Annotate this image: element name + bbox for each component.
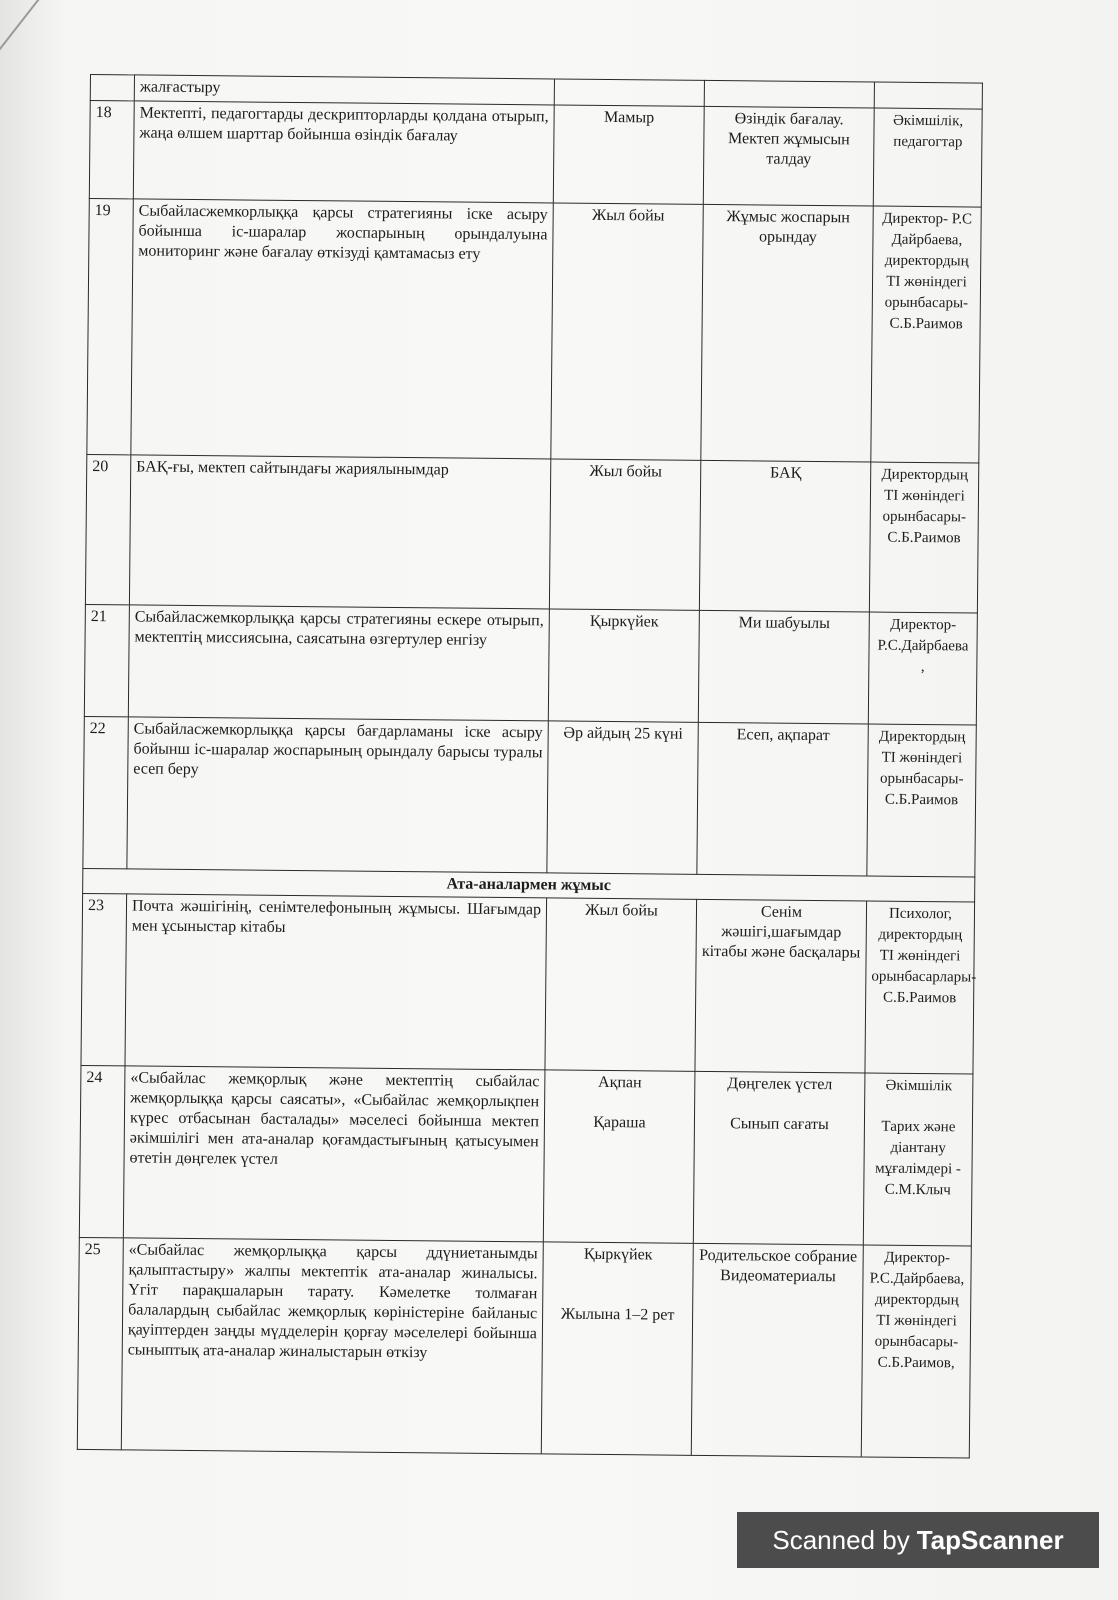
table-row: [81, 893, 975, 1074]
row-number: 22: [83, 716, 128, 868]
responsible-cell: Директордың ТІ жөніндегі орынбасары- С.Б.Раимов: [867, 724, 976, 877]
watermark-prefix: Scanned by: [772, 1524, 910, 1555]
deadline-cell: [543, 1070, 695, 1243]
row-number: 18: [89, 101, 134, 199]
deadline-secondary: Жылына 1–2 рет: [560, 1305, 675, 1324]
table-row: [87, 198, 981, 463]
row-number: 19: [87, 198, 133, 454]
responsible-cell: Директор- Р.С.Дайрбаева, директордың ТІ жөніндегі орынбасары- С.Б.Раимов,: [861, 1245, 971, 1458]
result-primary: Дөңгелек үстел: [727, 1075, 833, 1094]
responsible-cell: Психолог, директордың ТІ жөніндегі орынбасарлары- С.Б.Раимов: [865, 901, 975, 1074]
responsible-cell: Директор- Р.С Дайрбаева, директордың ТІ жөніндегі орынбасары- С.Б.Раимов: [871, 206, 981, 463]
activity-cell: БАҚ-ғы, мектеп сайтындағы жариялынымдар: [129, 455, 550, 609]
deadline-cell: Жыл бойы: [549, 459, 700, 610]
watermark-brand: TapScanner: [916, 1524, 1064, 1555]
row-number: 25: [77, 1237, 123, 1449]
responsible-cell: [863, 1073, 973, 1246]
activity-cell: «Сыбайлас жемқорлық және мектептің сыбайлас жемқорлыққа қарсы саясаты», «Сыбайлас жемқорлықпен күрес отбасынан басталады» мәселесі бойынша мектеп әкімшілігі мен ата-аналар қоғамдастығының қатысуымен өтетін дөңгелек үстел: [123, 1066, 545, 1242]
scanner-watermark: [737, 1512, 1099, 1568]
activity-primary: «Сыбайлас жемқорлыққа қарсы ддүниетанымды қалыптастыру» жалпы мектептік ата-аналар жиналысы. Үгіт парақшаларын тарату.: [128, 1241, 538, 1301]
table-row: [84, 604, 977, 725]
deadline-primary: Қыркүйек: [583, 1245, 653, 1264]
activity-cell: Почта жәшігінің, сенімтелефонының жұмысы. Шағымдар мен ұсыныстар кітабы: [125, 894, 547, 1070]
table-row: [89, 101, 982, 208]
deadline-cell: Әр айдың 25 күні: [547, 721, 698, 874]
result-cell: БАҚ: [699, 460, 870, 612]
result-cell: Есеп, ақпарат: [697, 722, 868, 876]
activity-cell: Мектепті, педагогтарды дескрипторларды қолдана отырып, жаңа өлшем шарттар бойынша өзіндік бағалау: [133, 101, 554, 203]
result-cell: Сенім жәшігі,шағымдар кітабы және басқалары: [695, 899, 867, 1073]
continuation-label: жалғастыру: [139, 78, 221, 97]
result-cell: Өзіндік бағалау. Мектеп жұмысын талдау: [703, 106, 874, 206]
result-secondary: Сынып сағаты: [730, 1115, 829, 1134]
page-edge-line: [0, 0, 47, 61]
deadline-cell: Мамыр: [553, 105, 704, 204]
result-cell: Родительское собрание Видеоматериалы: [691, 1243, 863, 1457]
table-row: [79, 1065, 973, 1246]
deadline-secondary: Қараша: [593, 1113, 646, 1132]
result-cell: [693, 1071, 865, 1245]
activity-cell: [121, 1238, 543, 1454]
responsible-secondary: Тарих және діантану мұғалімдері - С.М.Клыч: [875, 1118, 961, 1199]
responsible-primary: Әкімшілік: [885, 1077, 953, 1095]
section-title: Ата-аналармен жұмыс: [83, 868, 975, 902]
activity-cell: Сыбайласжемкорлыққа қарсы стратегияны іске асыру бойынша іс-шаралар жоспарының орындалуына мониторинг және бағалау өткізуді қамтамасыз ету: [131, 199, 553, 459]
responsible-cell: Директор- Р.С.Дайрбаева ,: [868, 612, 977, 725]
plan-table: [77, 74, 983, 1459]
responsible-cell: Директордың ТІ жөніндегі орынбасары- С.Б.Раимов: [869, 462, 978, 613]
row-number: 21: [84, 604, 129, 716]
table-row: [83, 716, 976, 877]
deadline-primary: Ақпан: [597, 1073, 642, 1092]
result-cell: Ми шабуылы: [698, 610, 869, 724]
row-number: 20: [85, 454, 130, 604]
activity-cell: Сыбайласжемкорлыққа қарсы стратегияны ескере отырып, мектептің миссиясына, саясатына өзгертулер енгізу: [128, 605, 549, 721]
responsible-cell: Әкімшілік, педагогтар: [873, 108, 982, 207]
deadline-cell: Жыл бойы: [545, 898, 697, 1071]
table-row: [77, 1237, 971, 1458]
result-cell: Жұмыс жоспарын орындау: [701, 204, 873, 462]
deadline-cell: [541, 1242, 693, 1455]
deadline-cell: Жыл бойы: [551, 203, 703, 460]
activity-cell: Сыбайласжемкорлыққа қарсы бағдарламаны іске асыру бойынш іс-шаралар жоспарының орындалу барысы туралы есеп беру: [127, 717, 548, 873]
deadline-cell: Қыркүйек: [548, 609, 699, 722]
row-number: 23: [81, 893, 127, 1065]
activity-secondary: Кәмелетке толмаған балалардың сыбайлас жемқорлық көріністеріне байланыс қауіптерден заңды мүдделерін қорғау мәселелері бойынша сыныптық ата-аналар жиналыстарын өткізу: [127, 1283, 538, 1362]
table-row: [85, 454, 978, 613]
row-number: 24: [79, 1065, 125, 1237]
